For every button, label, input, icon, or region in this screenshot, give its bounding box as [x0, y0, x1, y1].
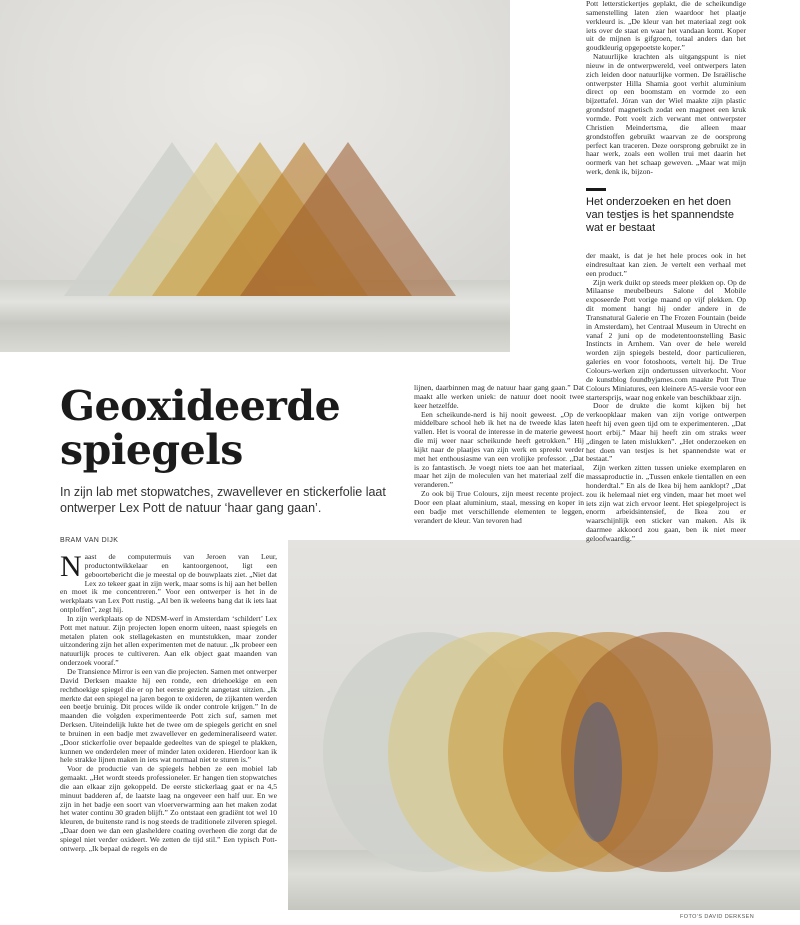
photo-credit: FOTO’S DAVID DERKSEN: [680, 914, 755, 920]
article-column-3: [586, 0, 746, 184]
photo-triangle-mirrors: [0, 0, 510, 352]
paragraph: Pott letterstickertjes geplakt, die de scheikundige samenstelling laten zien waardoor het plaatje verkleurd is. „De kleur van het materiaal zegt ook iets over de staat en waar het vandaan komt. Koper uit de mijnen is gifgroen, totaal anders dan het goudkleurig opgepoetste koper.”: [586, 0, 746, 53]
article-lead: In zijn lab met stopwatches, zwavellever en stickerfolie laat ontwerper Lex Pott de natuur ‘haar gang gaan’.: [60, 485, 386, 515]
paragraph: der maakt, is dat je het hele proces ook in het eindresultaat kan zien. Je vertelt een verhaal met een product.”: [586, 251, 746, 278]
paragraph: Naast de computermuis van Jeroen van Leur, productontwikkelaar en kantoorgenoot, ligt een geboortebericht die je meestal op de bouwplaats ziet. „Niet dat Lex zo tekeer gaat in zijn werk, maar soms is hij aan het bellen en moet ik me concentreren.” Voor een ontwerper is het in de werkplaats van Lex Pott rustig. „Al ben ik weleens bang dat ik iets laat ontploffen”, zegt hij.: [60, 550, 277, 615]
paragraph: In zijn werkplaats op de NDSM-werf in Amsterdam ‘schildert’ Lex Pott met natuur. Zijn projecten lopen enorm uiteen, naast spiegels en metalen platen ook stellagekasten en muntstukken, maar zonder uitzondering zijn het allen experimenten met de natuur. „Ik probeer een natuurlijk proces te cultiveren. Aan elk object gaat maanden van onderzoek vooraf.”: [60, 613, 277, 668]
article-column-1: [60, 550, 277, 923]
drop-cap: N: [60, 550, 82, 583]
paragraph: Natuurlijke krachten als uitgangspunt is niet nieuw in de ontwerpwereld, veel ontwerpers laten zich leiden door natuurlijke vormen. De Israëlische ontwerpster Hilla Shamia goot verhit aluminium direct op een boomstam en vormde zo een bijzettafel. Jóran van der Wiel maakte zijn plastic grondstof magnetisch zodat een magneet een kruk vormde. Pott voelt zich verwant met ontwerpster Christien Meindertsma, die alleen maar grondstoffen gebruikt waarvan ze de oorsprong perfect kan traceren. Deze oorsprong gebruikt ze in haar werk, zoals een wollen trui met daarin het oormerk van het schaap geweven. „Maar wat mijn werk, denk ik, bijzon-: [586, 52, 746, 177]
paragraph: lijnen, daarbinnen mag de natuur haar gang gaan.” Dat maakt alle werken uniek: de natuur doet nooit twee keer hetzelfde.: [414, 383, 584, 410]
paragraph: Zo ook bij True Colours, zijn meest recente project. Door een plaat aluminium, staal, messing en koper in een badje met verschillende elementen te leggen, verandert de kleur. Van tevoren had: [414, 489, 584, 525]
article-column-4: [586, 251, 746, 543]
paragraph: Een scheikunde-nerd is hij nooit geweest. „Op de middelbare school heb ik het na de tweede klas laten vallen. Het is vooral de interesse in de materie geweest die mij weer naar scheikunde heeft getrokken.” Hij kijkt naar de plaatjes van zijn werk en spreekt verder met het enthousiasme van een vrolijke professor. „Dat is zo fantastisch. Je voegt niets toe aan het materiaal, maar het zijn de moleculen van het materiaal zelf die veranderen.”: [414, 409, 584, 490]
paragraph: De Transience Mirror is een van die projecten. Samen met ontwerper David Derksen maakte hij een ronde, een driehoekige en een rechthoekige spiegel die er op het eerste gezicht aangetast uitzien. „Ik merkte dat een spiegel na jaren begon te oxideren, de zijkanten werden een beetje bruinig. Dit proces wilde ik onder controle krijgen.” In de maanden die volgden experimenteerde Pott zich suf, samen met Derksen. Uiteindelijk lukte het de twee om de spiegels gericht en snel te bruinen in een badje met zwavellever en gedemineraliseerd water. „Door stickerfolie over bepaalde gedeeltes van de spiegel te plakken, kunnen we onderdelen meer of minder laten oxideren. Hierdoor kan ik hele strakke lijnen maken in iets wat normaal niet te sturen is.”: [60, 666, 277, 765]
paragraph: Zijn werken zitten tussen unieke exemplaren en massaproductie in. „Tussen enkele tientallen en een honderdtal.” En als de Ikea bij hem aanklopt? „Dat zou ik helemaal niet erg vinden, maar het moet wel iets zijn wat zich ervoor leent. Het spiegelproject is enorm arbeidsintensief, de Ikea zou er waarschijnlijk een sticker van maken. Als ik daarmee akkoord zou gaan, ben ik niet meer geloofwaardig.”: [586, 463, 746, 543]
pullquote-rule: [586, 188, 606, 191]
photo-circle-mirrors: [288, 540, 800, 910]
paragraph: Zijn werk duikt op steeds meer plekken op. Op de Milaanse meubelbeurs Salone del Mobile exposeerde Pott vorige maand op vijf plekken. Op dit moment hangt hij onder andere in de Transnatural Galerie en The Frozen Fountain (beide in Amsterdam), het Centraal Museum in Utrecht en vanaf 2 juni op de modetentoonstelling Basic Instincts in Arnhem. Van over de hele wereld worden zijn spiegels besteld, door particulieren, galeries en voor fotoshoots, vertelt hij. De True Colours-werken zijn ondertussen uitverkocht. Voor de kunstblog foundbyjames.com maakte Pott True Colours Miniatures, een kleinere A5-versie voor een startersprijs, waar nog enkele van beschikbaar zijn.: [586, 277, 746, 402]
pull-quote: Het onderzoeken en het doen van testjes is het spannendste wat er bestaat: [586, 196, 734, 234]
byline: BRAM VAN DIJK: [60, 537, 119, 544]
triangle-mirrors-image: [0, 0, 510, 352]
article-headline: Geoxideerde spiegels: [60, 382, 341, 474]
paragraph: Voor de productie van de spiegels hebben ze een mobiel lab gemaakt. „Het wordt steeds professioneler. Er hangen tien stopwatches die aan elkaar zijn gekoppeld. De eerste stickerlaag gaat er na 4,5 minuut badderen af, de laatste laag na ongeveer een half uur. En we zijn in het badje een soort van vloerverwarming aan het maken zodat het water continu 30 graden blijft.” Zo ontstaat een gradiënt tot wel 10 kleuren, de buitenste rand is nog steeds de traditionele zilveren spiegel. „Daar doen we dan een glasheldere coating overheen die zorgt dat de spiegel niet verder oxideert. We zetten de tijd stil.” Een typisch Pott-ontwerp. „Ik bepaal de regels en de: [60, 764, 277, 853]
circle-mirrors-image: [288, 540, 800, 910]
article-column-2: [414, 384, 584, 524]
paragraph: Door de drukte die komt kijken bij het verkoopklaar maken van zijn vorige ontwerpen heeft hij even geen tijd om te experimenteren. „Dat hoort erbij.” Maar hij heeft zin om straks weer „dingen te laten mislukken”. „Het onderzoeken en het doen van testjes is het spannendste wat er bestaat.”: [586, 401, 746, 464]
